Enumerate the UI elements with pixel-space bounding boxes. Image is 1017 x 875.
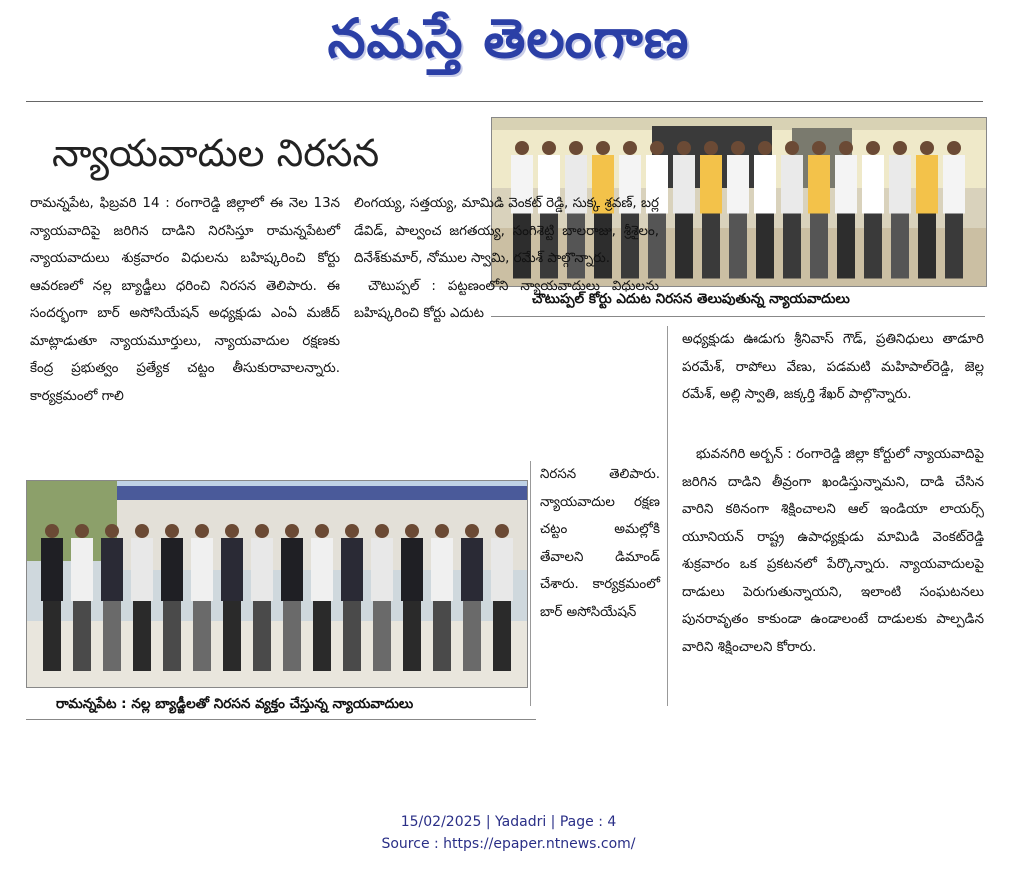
person-figure (862, 155, 884, 214)
person-figure (623, 141, 637, 155)
person-figure (837, 214, 855, 279)
person-figure (866, 141, 880, 155)
photo-ramannapet-protest (26, 480, 528, 688)
person-figure (285, 524, 299, 538)
person-figure (495, 524, 509, 538)
header-rule (26, 101, 983, 102)
column-3-paragraph-2: భువనగిరి అర్బన్ : రంగారెడ్డి జిల్లా కోర్టులో న్యాయవాదిపై జరిగిన దాడిని తీవ్రంగా ఖండిస్తున్నామని, దాడి చేసిన వారిని కఠినంగా శిక్షించాలని ఆల్ ఇండియా లాయర్స్ యూనియన్ రాష్ట్ర ఉపాధ్యక్షుడు మామిడి వెంకట్‌రెడ్డి శుక్రవారం ఒక ప్రకటనలో పేర్కొన్నారు. న్యాయవాదులపై దాడులు పెరుగుతున్నాయని, ఇలాంటి సంఘటనలు పునరావృతం కాకుండా ఉండాలంటే దాడులకు పాల్పడిన వారిని శిక్షించాలని కోరారు. (682, 447, 984, 655)
person-figure (405, 524, 419, 538)
person-figure (463, 601, 481, 671)
column-divider-right (667, 326, 668, 706)
person-figure (785, 141, 799, 155)
person-figure (401, 538, 423, 601)
person-figure (131, 538, 153, 601)
person-figure (835, 155, 857, 214)
person-figure (45, 524, 59, 538)
person-figure (253, 601, 271, 671)
person-figure (864, 214, 882, 279)
person-figure (133, 601, 151, 671)
footer-date-edition: 15/02/2025 | Yadadri | Page : 4 (400, 814, 617, 830)
person-figure (891, 214, 909, 279)
article-column-1 (30, 190, 340, 410)
person-figure (918, 214, 936, 279)
person-figure (808, 155, 830, 214)
person-figure (893, 141, 907, 155)
column-2-paragraph-1: లింగయ్య, సత్తయ్య, మామిడి వెంకట్ రెడ్డి, సుక్క శ్రవణ్, బర్ల డేవిడ్, పాల్వంచ జగతయ్య, సంగిశెట్టి బాలరాజు, శ్రీశైలం, దినేశ్‌కుమార్, నోముల స్వామి, రమేశ్ పాల్గొన్నారు. (354, 196, 659, 266)
person-figure (73, 601, 91, 671)
person-figure (650, 141, 664, 155)
article-column-2-continued (540, 461, 660, 626)
person-figure (515, 141, 529, 155)
person-figure (311, 538, 333, 601)
person-figure (161, 538, 183, 601)
person-figure (345, 524, 359, 538)
person-figure (812, 141, 826, 155)
person-figure (191, 538, 213, 601)
person-figure (677, 141, 691, 155)
person-figure (756, 214, 774, 279)
person-figure (569, 141, 583, 155)
footer-source: Source : https://epaper.ntnews.com/ (381, 836, 636, 852)
person-figure (916, 155, 938, 214)
newspaper-title: నమస్తే తెలంగాణ (327, 7, 690, 70)
person-figure (165, 524, 179, 538)
person-figure (195, 524, 209, 538)
person-figure (704, 141, 718, 155)
person-figure (783, 214, 801, 279)
person-figure (221, 538, 243, 601)
group-photo-bottom (27, 481, 527, 687)
person-figure (341, 538, 363, 601)
person-figure (75, 524, 89, 538)
person-figure (403, 601, 421, 671)
person-figure (431, 538, 453, 601)
person-figure (781, 155, 803, 214)
person-figure (700, 155, 722, 214)
person-figure (103, 601, 121, 671)
person-figure (101, 538, 123, 601)
article-column-3 (682, 326, 984, 409)
article-headline: న్యాయవాదుల నిరసన (52, 131, 380, 175)
column-1-text: రామన్నపేట, ఫిబ్రవరి 14 : రంగారెడ్డి జిల్లాలో ఈ నెల 13న న్యాయవాదిపై జరిగిన దాడిని నిరసిస్తూ రామన్నపేటలో న్యాయవాదులు శుక్రవారం విధులను బహిష్కరించి కోర్టు ఆవరణలో నల్ల బ్యాడ్జీలు ధరించి నిరసన తెలిపారు. ఈ సందర్భంగా బార్ అసోసియేషన్ అధ్యక్షుడు ఎంఏ మజీద్ మాట్లాడుతూ న్యాయమూర్తులు, న్యాయవాదుల రక్షణకు కేంద్ర ప్రభుత్వం ప్రత్యేక చట్టం తీసుకురావాలన్నారు. కార్యక్రమంలో గాలి (30, 196, 340, 404)
person-figure (163, 601, 181, 671)
person-figure (225, 524, 239, 538)
person-figure (135, 524, 149, 538)
person-figure (727, 155, 749, 214)
person-figure (313, 601, 331, 671)
person-figure (281, 538, 303, 601)
person-figure (435, 524, 449, 538)
person-figure (729, 214, 747, 279)
person-figure (920, 141, 934, 155)
person-figure (493, 601, 511, 671)
masthead (0, 0, 1017, 80)
person-figure (754, 155, 776, 214)
person-figure (673, 155, 695, 214)
caption-rule-bottom (26, 719, 536, 720)
person-figure (758, 141, 772, 155)
person-figure (461, 538, 483, 601)
article-column-3-bhuvanagiri (682, 441, 984, 661)
person-figure (702, 214, 720, 279)
person-figure (71, 538, 93, 601)
person-figure (465, 524, 479, 538)
person-figure (105, 524, 119, 538)
person-figure (889, 155, 911, 214)
person-figure (731, 141, 745, 155)
bottom-photo-caption: రామన్నపేట : నల్ల బ్యాడ్జీలతో నిరసన వ్యక్తం చేస్తున్న న్యాయవాదులు (56, 696, 414, 712)
column-2-continued-text: నిరసన తెలిపారు. న్యాయవాదుల రక్షణ చట్టం అమల్లోకి తేవాలని డిమాండ్ చేశారు. కార్యక్రమంలో బార్ అసోసియేషన్ (540, 467, 660, 620)
person-figure (41, 538, 63, 601)
article-column-2 (354, 190, 659, 328)
person-figure (371, 538, 393, 601)
person-figure (810, 214, 828, 279)
column-divider-middle (530, 461, 531, 706)
person-figure (343, 601, 361, 671)
person-figure (43, 601, 61, 671)
person-figure (947, 141, 961, 155)
person-figure (251, 538, 273, 601)
person-figure (491, 538, 513, 601)
person-figure (283, 601, 301, 671)
person-figure (193, 601, 211, 671)
person-figure (542, 141, 556, 155)
person-figure (373, 601, 391, 671)
column-3-paragraph-1: అధ్యక్షుడు ఊడుగు శ్రీనివాస్ గౌడ్, ప్రతినిధులు తాడూరి పరమేశ్, రాపోలు వేణు, పడమటి మహిపాల్‌రెడ్డి, జెల్ల రమేశ్, అల్లి స్వాతి, జక్కర్తి శేఖర్ పాల్గొన్నారు. (682, 332, 984, 402)
column-2-paragraph-2: చౌటుప్పల్ : పట్టణంలోని న్యాయవాదులు విధులను బహిష్కరించి కోర్టు ఎదుట (354, 278, 659, 321)
person-figure (945, 214, 963, 279)
person-figure (315, 524, 329, 538)
person-figure (943, 155, 965, 214)
person-figure (223, 601, 241, 671)
top-photo-caption: చౌటుప్పల్ కోర్టు ఎదుట నిరసన తెలుపుతున్న న్యాయవాదులు (532, 291, 850, 307)
person-figure (375, 524, 389, 538)
person-figure (596, 141, 610, 155)
person-figure (433, 601, 451, 671)
person-figure (839, 141, 853, 155)
person-figure (255, 524, 269, 538)
person-figure (675, 214, 693, 279)
